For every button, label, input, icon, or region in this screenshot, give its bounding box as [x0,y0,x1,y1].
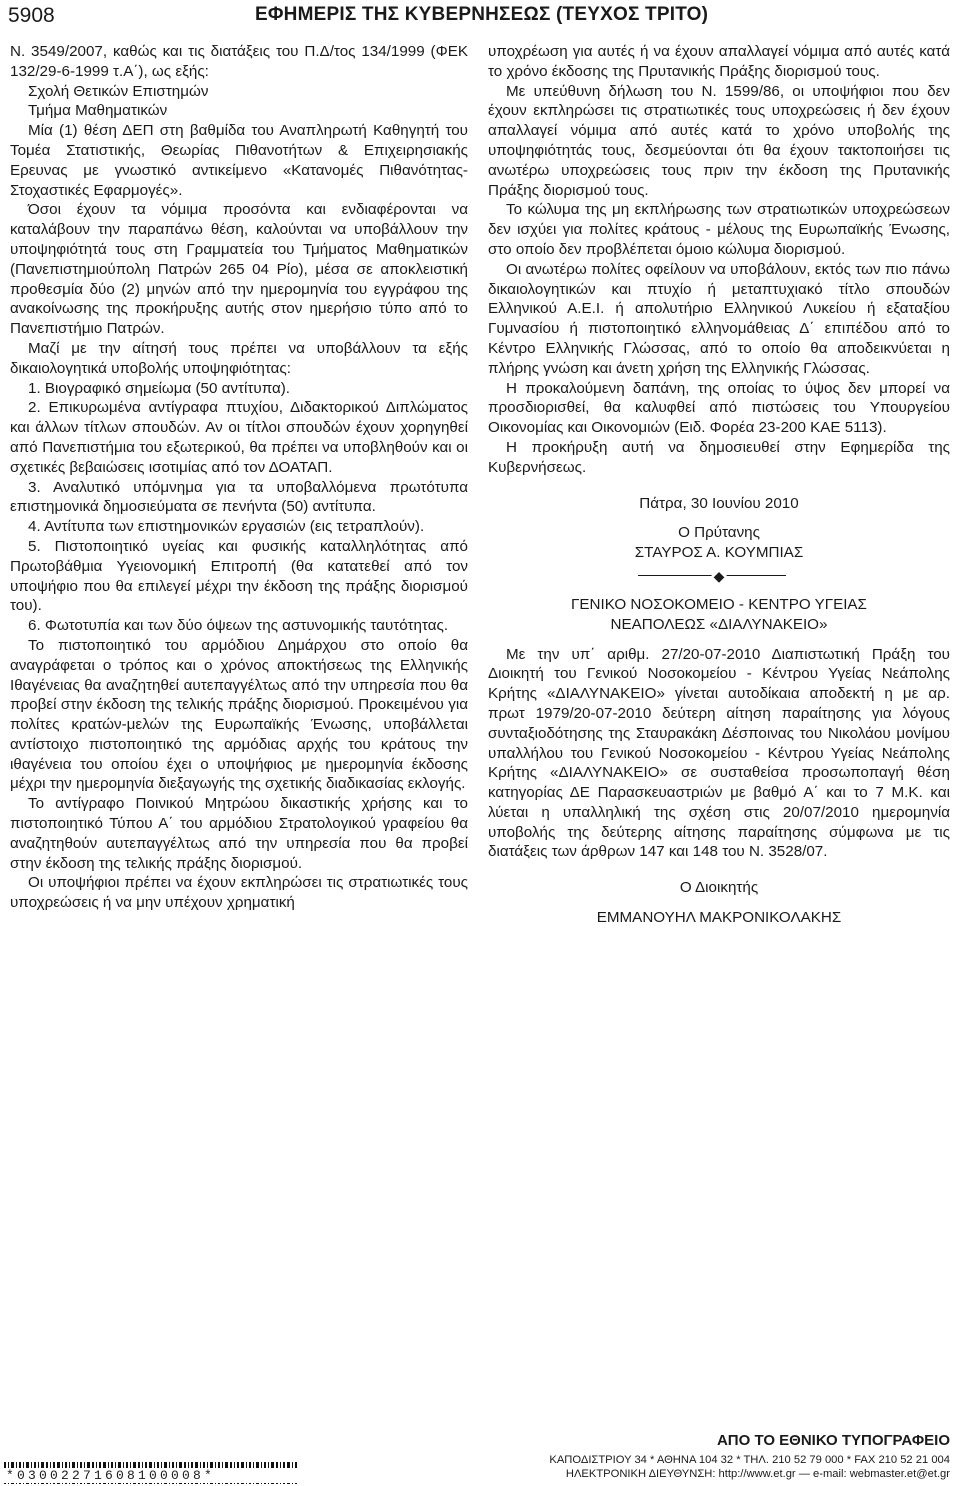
director-title: Ο Διοικητής [679,879,759,897]
gazette-title: ΕΦΗΜΕΡΙΣ ΤΗΣ ΚΥΒΕΡΝΗΣΕΩΣ (ΤΕΥΧΟΣ ΤΡΙΤΟ) [255,4,709,25]
paragraph: Ν. 3549/2007, καθώς και τις διατάξεις του Π.Δ/τος 134/1999 (ΦΕΚ 132/29-6-1999 τ.Α΄), ως εξής: [10,43,468,80]
signature-date: Πάτρα, 30 Ιουνίου 2010 [639,494,799,512]
section-divider [488,567,950,585]
director-name: ΕΜΜΑΝΟΥΗΛ ΜΑΚΡΟΝΙΚΟΛΑΚΗΣ [596,909,842,927]
left-column [10,42,468,913]
paragraph: Το κώλυμα της μη εκπλήρωσης των στρατιωτικών υποχρεώσεων δεν ισχύει για πολίτες κράτους - μέλους της Ευρωπαϊκής Ένωσης, στο οποίο δεν προβλέπεται όμοιο κώλυμα διορισμού. [488,201,950,258]
list-item: 5. Πιστοποιητικό υγείας και φυσικής καταλληλότητας από Πρωτοβάθμια Υγειονομική Επιτροπή (θα κατατεθεί από τον υποψήφιο που θα επιλεγεί μέχρι την έκδοση της πράξης διορισμού του). [10,537,468,615]
paragraph: Με την υπ΄ αριθμ. 27/20-07-2010 Διαπιστωτική Πράξη του Διοικητή του Γενικού Νοσοκομείου - Κέντρου Υγείας Νεάπολης Κρήτης «ΔΙΑΛΥΝΑΚΕΙΟ» γίνεται αυτοδίκαια αποδεκτή η με αρ. πρωτ 1979/20-07-2010 δεύτερη αίτηση παραίτησης για λόγους συνταξιοδότησης της Σταυρακάκη Δέσποινας του Νικολάου μονίμου υπαλλήλου του Γενικού Νοσοκομείου - Κέντρου Υγείας Νεάπολης Κρήτης «ΔΙΑΛΥΝΑΚΕΙΟ» σε συσταθείσα προσωποπαγή θέση κατηγορίας ΔΕ Παρασκευαστριών με βαθμό Α΄ και το 7 Μ.Κ. και λύεται η υπαλληλική της σχέση στις 20/07/2010 ημερομηνία υποβολής της δεύτερης αίτησης παραίτησης σύμφωνα με τις διατάξεις των άρθρων 147 και 148 του Ν. 3528/07. [488,645,950,861]
list-item: 6. Φωτοτυπία και των δύο όψεων της αστυνομικής ταυτότητας. [28,617,449,635]
list-item: 4. Αντίτυπα των επιστημονικών εργασιών (εις τετραπλούν). [28,518,425,536]
paragraph: Η προκήρυξη αυτή να δημοσιευθεί στην Εφημερίδα της Κυβερνήσεως. [488,438,950,476]
signer-name: ΣΤΑΥΡΟΣ Α. ΚΟΥΜΠΙΑΣ [634,544,804,562]
list-item: 3. Αναλυτικό υπόμνημα για τα υποβαλλόμενα πρωτότυπα επιστημονικά δημοσιεύματα σε πενήντα (50) αντίτυπα. [10,478,468,516]
paragraph: Οι ανωτέρω πολίτες οφείλουν να υποβάλουν, εκτός των πιο πάνω δικαιολογητικών και πτυχίο ή μεταπτυχιακό τίτλο σπουδών Ελληνικού Α.Ε.Ι. ή απολυτήριο Ελληνικού Λυκείου ή εξαταξίου Γυμνασίου ή πιστοποιητικό ελληνομάθειας Δ΄ επιπέδου από το Κέντρο Ελληνικής Γλώσσας, από το οποίο θα αποδεικνύεται η πλήρης γνώση και άνετη χρήση της Ελληνικής Γλώσσας. [488,260,950,377]
hospital-name-line2: ΝΕΑΠΟΛΕΩΣ «ΔΙΑΛΥΝΑΚΕΙΟ» [610,615,828,633]
paragraph: Η προκαλούμενη δαπάνη, της οποίας το ύψος δεν μπορεί να προσδιορισθεί, θα καλυφθεί από πιστώσεις του Υπουργείου Οικονομίας και Οικονομιών (Ειδ. Φορέα 23-200 ΚΑΕ 5113). [488,379,950,437]
diamond-icon: ◆ [713,567,725,584]
right-column [488,42,950,928]
printer-title: ΑΠΟ ΤΟ ΕΘΝΙΚΟ ΤΥΠΟΓΡΑΦΕΙΟ [716,1432,950,1449]
signer-title: Ο Πρύτανης [678,524,760,542]
paragraph: υποχρέωση για αυτές ή να έχουν απαλλαγεί νόμιμα από αυτές κατά το χρόνο έκδοσης της Πρυτανικής Πράξης διορισμού τους. [488,43,950,80]
school-name: Σχολή Θετικών Επιστημών [28,82,209,100]
printer-web: ΗΛΕΚΤΡΟΝΙΚΗ ΔΙΕΥΘΥΝΣΗ: http://www.et.gr — e-mail: webmaster.et@et.gr [565,1468,950,1480]
paragraph: Το πιστοποιητικό του αρμόδιου Δημάρχου στο οποίο θα αναγράφεται ο τρόπος και ο χρόνος αποκτήσεως της Ελληνικής Ιθαγένειας θα αναζητηθεί αυτεπαγγέλτως από την υπηρεσία που θα προβεί στην έκδοση της τελικής πράξης διορισμού. Προκειμένου για πολίτες κρατών-μελών της Ευρωπαϊκής Ένωσης, υποβάλλεται αντίστοιχο πιστοποιητικό της αρμόδιας αρχής του κράτους την ιθαγένεια του οποίου έχει ο υποψήφιος με ημερομηνία έκδοσης μέχρι την ημερομηνία διεξαγωγής της σχετικής διαδικασίας εκλογής. [10,636,468,793]
page-header [0,0,960,36]
printer-info [549,1432,950,1481]
printer-address: ΚΑΠΟΔΙΣΤΡΙΟΥ 34 * ΑΘΗΝΑ 104 32 * ΤΗΛ. 210 52 79 000 * FAX 210 52 21 004 [549,1454,950,1466]
list-item: 2. Επικυρωμένα αντίγραφα πτυχίου, Διδακτορικού Διπλώματος και άλλων τίτλων σπουδών. Αν οι τίτλοι σπουδών έχουν χορηγηθεί από Πανεπιστήμια του εξωτερικού, θα πρέπει να υποβληθούν και οι σχετικές βεβαιώσεις ισοτιμίας από τον ΔΟΑΤΑΠ. [10,399,468,476]
paragraph: Όσοι έχουν τα νόμιμα προσόντα και ενδιαφέρονται να καταλάβουν την παραπάνω θέση, καλούνται να υποβάλλουν την υποψηφιότητά τους στη Γραμματεία του Τμήματος Μαθηματικών (Πανεπιστημιούπολη Πατρών 265 04 Ρίο), μέσα σε αποκλειστική προθεσμία δύο (2) μηνών από την ημερομηνία του εγγράφου της ανακοίνωσης της προκήρυξης αυτής στον ημερήσιο τύπο από το Πανεπιστήμιο Πατρών. [10,201,468,338]
paragraph: Μία (1) θέση ΔΕΠ στη βαθμίδα του Αναπληρωτή Καθηγητή του Τομέα Στατιστικής, Θεωρίας Πιθανοτήτων & Επιχειρησιακής Ερευνας με γνωστικό αντικείμενο «Κατανομές Πιθανότητας-Στοχαστικές Εφαρμογές». [10,122,468,199]
barcode-number: *03002271608100008* [4,1468,302,1483]
paragraph: Οι υποψήφιοι πρέπει να έχουν εκπληρώσει τις στρατιωτικές τους υποχρεώσεις ή να μην υπέχουν χρηματική [10,874,468,912]
list-item: 1. Βιογραφικό σημείωμα (50 αντίτυπα). [28,379,291,397]
page-number: 5908 [8,4,55,27]
paragraph: Το αντίγραφο Ποινικού Μητρώου δικαστικής χρήσης και το πιστοποιητικό Τύπου Α΄ του αρμόδιου Στρατολογικού γραφείου θα αναζητηθούν αυτεπαγγέλτως από την υπηρεσία που θα προβεί στην έκδοση της τελικής πράξης διορισμού. [10,795,468,872]
department-name: Τμήμα Μαθηματικών [28,102,168,120]
paragraph: Μαζί με την αίτησή τους πρέπει να υποβάλλουν τα εξής δικαιολογητικά υποβολής υποψηφιότητας: [10,339,468,377]
paragraph: Με υπεύθυνη δήλωση του Ν. 1599/86, οι υποψήφιοι που δεν έχουν εκπληρώσει τις στρατιωτικές τους υποχρεώσεις ή δεν έχουν απαλλαγεί νόμιμα από αυτές κατά το χρόνο υποβολής της υποψηφιότητάς τους, δεσμεύονται ότι θα έχουν τακτοποιήσει τις ανωτέρω υποχρεώσεις τους πριν την έκδοση της Πρυτανικής Πράξης διορισμού τους. [488,82,950,199]
hospital-name-line1: ΓΕΝΙΚΟ ΝΟΣΟΚΟΜΕΙΟ - ΚΕΝΤΡΟ ΥΓΕΙΑΣ [571,595,867,613]
